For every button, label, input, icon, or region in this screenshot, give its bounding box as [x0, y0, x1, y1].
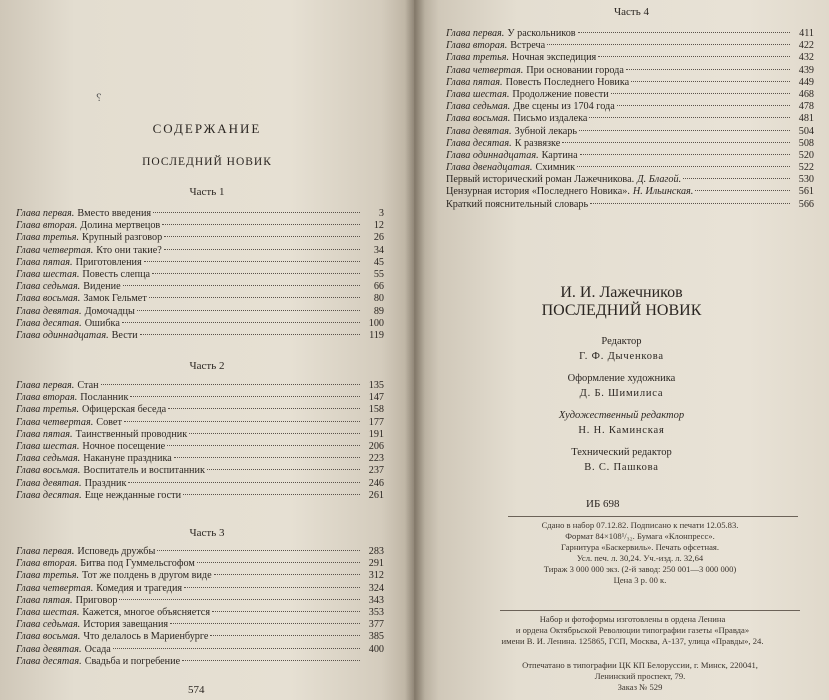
- toc-entry: [446, 186, 814, 198]
- chapter-number: Глава пятая.: [16, 594, 73, 606]
- chapter-title: Осада: [84, 643, 111, 655]
- chapter-number: Глава седьмая.: [446, 101, 511, 113]
- dot-leader: [589, 117, 790, 118]
- page-ref: 439: [798, 64, 814, 76]
- chapter-title: Праздник: [84, 477, 127, 489]
- chapter-number: Глава первая.: [16, 546, 75, 557]
- chapter-title: Офицерская беседа: [82, 404, 167, 416]
- part-4-label: Часть 4: [614, 6, 649, 18]
- credit-name: Г. Ф. Дыченкова: [579, 351, 664, 362]
- page-ref: 55: [373, 268, 384, 280]
- toc-entry: [16, 453, 384, 465]
- chapter-number: Глава вторая.: [16, 220, 78, 232]
- book-gutter: [405, 0, 425, 700]
- dot-leader: [164, 249, 360, 250]
- toc-entry: [446, 150, 814, 162]
- dot-leader: [580, 154, 790, 155]
- chapter-number: Глава первая.: [446, 28, 505, 39]
- toc-entry: [16, 583, 384, 595]
- dot-leader: [144, 261, 360, 262]
- left-page: [0, 0, 414, 700]
- toc-entry: [446, 113, 814, 125]
- page-ref: 206: [368, 440, 384, 452]
- printed-block: [460, 660, 820, 693]
- toc-entry: [446, 162, 814, 174]
- ib-number: ИБ 698: [586, 498, 620, 510]
- chapter-title: Картина: [541, 149, 578, 161]
- chapter-number: Глава первая.: [16, 208, 75, 219]
- page-ref: 246: [368, 477, 384, 489]
- chapter-title: Тот же полдень в другом виде: [82, 570, 212, 582]
- chapter-number: Глава седьмая.: [16, 619, 81, 631]
- page-ref: 34: [373, 244, 384, 256]
- chapter-title: Ошибка: [84, 317, 120, 329]
- toc-entry: [16, 404, 384, 416]
- dot-leader: [547, 44, 790, 45]
- chapter-number: Глава третья.: [16, 404, 80, 416]
- dot-leader: [182, 660, 360, 661]
- page-ref: 561: [798, 186, 814, 198]
- dot-leader: [189, 433, 360, 434]
- dot-leader: [162, 224, 360, 225]
- chapter-title: Схимник: [535, 162, 576, 174]
- dot-leader: [590, 203, 790, 204]
- imprint-line: Усл. печ. л. 30,24. Уч.-изд. л. 32,64: [576, 553, 704, 563]
- chapter-number: Глава шестая.: [446, 88, 510, 100]
- dot-leader: [212, 611, 360, 612]
- chapter-title: Кажется, многое объясняется: [82, 606, 211, 618]
- page-ref: 191: [368, 428, 384, 440]
- page-ref: 223: [368, 453, 384, 465]
- page-ref: 80: [373, 293, 384, 305]
- chapter-number: Глава вторая.: [16, 558, 78, 570]
- page-ref: 504: [798, 125, 814, 137]
- dot-leader: [113, 648, 360, 649]
- dot-leader: [598, 56, 790, 57]
- page-ref: 343: [368, 594, 384, 606]
- dot-leader: [184, 587, 360, 588]
- credit-name: В. С. Пашкова: [584, 462, 659, 473]
- toc-entry: [16, 269, 384, 281]
- toc-entry: [446, 126, 814, 138]
- chapter-number: Глава девятая.: [16, 305, 82, 317]
- printing-block: [440, 614, 825, 647]
- part-2-label: Часть 2: [189, 360, 225, 372]
- chapter-number: Глава девятая.: [16, 643, 82, 655]
- toc-entry: [16, 478, 384, 490]
- dot-leader: [578, 32, 790, 33]
- printing-line: и ордена Октябрьской Революции типографии газеты «Правда»: [515, 625, 750, 635]
- toc-entry: [16, 208, 384, 220]
- dot-leader: [683, 178, 790, 179]
- chapter-title: Вместо введения: [77, 208, 152, 219]
- dot-leader: [183, 494, 360, 495]
- toc-entry: [16, 558, 384, 570]
- page-ref: 237: [368, 465, 384, 477]
- part-1-label: Часть 1: [189, 186, 225, 198]
- credit-role: Художественный редактор: [558, 410, 685, 421]
- credit-name: Д. Б. Шимилиса: [579, 388, 664, 399]
- printing-line: Набор и фотоформы изготовлены в ордена Ленина: [539, 614, 726, 624]
- toc-part-3: [16, 546, 384, 668]
- chapter-number: Глава пятая.: [16, 256, 73, 268]
- dot-leader: [626, 69, 790, 70]
- toc-entry: [16, 220, 384, 232]
- dot-leader: [119, 599, 360, 600]
- imprint-line: Гарнитура «Баскервиль». Печать офсетная.: [560, 542, 720, 552]
- toc-entry: [446, 138, 814, 150]
- dot-leader: [152, 273, 360, 274]
- page-ref: 147: [368, 392, 384, 404]
- chapter-number: Глава пятая.: [16, 428, 73, 440]
- chapter-title: Совет: [96, 416, 122, 428]
- page-ref: 312: [368, 570, 384, 582]
- dot-leader: [611, 93, 790, 94]
- dot-leader: [617, 105, 790, 106]
- chapter-title: При основании города: [526, 64, 624, 76]
- toc-entry: [16, 644, 384, 656]
- imprint-line: Цена 3 р. 00 к.: [613, 575, 667, 585]
- dot-leader: [122, 322, 360, 323]
- chapter-number: Глава вторая.: [16, 392, 78, 404]
- printed-line: Заказ № 529: [617, 682, 663, 692]
- toc-entry: [16, 293, 384, 305]
- chapter-title: Что делалось в Мариенбурге: [83, 631, 209, 643]
- contents-heading: СОДЕРЖАНИЕ: [152, 121, 262, 136]
- dot-leader: [174, 457, 360, 458]
- chapter-number: Глава десятая.: [16, 489, 82, 501]
- chapter-number: Глава шестая.: [16, 440, 80, 452]
- toc-entry: [16, 441, 384, 453]
- dot-leader: [214, 574, 360, 575]
- imprint-line: Тираж 3 000 000 экз. (2-й завод: 250 001—3 000 000): [543, 564, 737, 574]
- chapter-number: Глава девятая.: [446, 125, 512, 137]
- chapter-title: Вести: [111, 329, 138, 341]
- toc-entry: [16, 281, 384, 293]
- chapter-title: Исповедь дружбы: [77, 546, 156, 557]
- toc-entry: [446, 101, 814, 113]
- chapter-title: Краткий пояснительный словарь: [446, 198, 589, 210]
- chapter-number: Глава пятая.: [446, 76, 503, 88]
- dot-leader: [157, 550, 360, 551]
- toc-entry: [16, 656, 384, 668]
- page-ref: 522: [798, 162, 814, 174]
- page-ref: 119: [369, 329, 384, 341]
- chapter-number: Глава восьмая.: [16, 631, 81, 643]
- dot-leader: [170, 623, 360, 624]
- toc-entry: [16, 392, 384, 404]
- chapter-number: Глава восьмая.: [16, 465, 81, 477]
- toc-entry: [16, 595, 384, 607]
- page-ref: 411: [799, 28, 814, 39]
- chapter-title: Встреча: [510, 40, 546, 52]
- page-ref: 385: [368, 631, 384, 643]
- dot-leader: [128, 482, 360, 483]
- chapter-title: Воспитатель и воспитанник: [83, 465, 205, 477]
- margin-mark: ⸮: [96, 93, 102, 104]
- chapter-number: Глава четвертая.: [16, 244, 94, 256]
- chapter-title: Битва под Гуммельсгофом: [80, 558, 195, 570]
- toc-entry: [446, 65, 814, 77]
- dot-leader: [124, 421, 360, 422]
- toc-entry: [446, 174, 814, 186]
- chapter-title: Накануне праздника: [83, 453, 172, 465]
- chapter-number: Глава восьмая.: [16, 293, 81, 305]
- page-number: 574: [188, 684, 205, 696]
- chapter-number: Глава девятая.: [16, 477, 82, 489]
- toc-part-4: [446, 28, 814, 211]
- dot-leader: [197, 562, 360, 563]
- chapter-title: Первый исторический роман Лажечникова.: [446, 174, 635, 186]
- toc-entry: [446, 77, 814, 89]
- dot-leader: [695, 190, 790, 191]
- dot-leader: [123, 285, 360, 286]
- chapter-title: Цензурная история «Последнего Новика».: [446, 186, 630, 198]
- page-ref: 478: [798, 101, 814, 113]
- chapter-number: Глава вторая.: [446, 40, 508, 52]
- dot-leader: [149, 297, 360, 298]
- toc-part-1: [16, 208, 384, 342]
- page-ref: 520: [798, 149, 814, 161]
- chapter-title: История завещания: [83, 619, 169, 631]
- page-ref: 45: [373, 256, 384, 268]
- chapter-title: Приговор: [75, 594, 118, 606]
- chapter-number: Глава четвертая.: [16, 416, 94, 428]
- article-author: Н. Ильинская.: [632, 186, 694, 198]
- chapter-title: У раскольников: [507, 28, 576, 39]
- toc-entry: [16, 306, 384, 318]
- chapter-title: Две сцены из 1704 года: [513, 101, 615, 113]
- dot-leader: [210, 635, 360, 636]
- printing-line: имени В. И. Ленина. 125865, ГСП, Москва, А-137, улица «Правды», 24.: [501, 636, 764, 646]
- page-ref: 508: [798, 137, 814, 149]
- toc-entry: [16, 619, 384, 631]
- page-ref: 3: [378, 208, 384, 219]
- article-author: Д. Благой.: [637, 174, 682, 186]
- page-ref: 422: [798, 40, 814, 52]
- chapter-title: Ночное посещение: [82, 440, 166, 452]
- toc-entry: [16, 429, 384, 441]
- colophon-author: И. И. Лажечников: [560, 284, 683, 301]
- toc-entry: [16, 570, 384, 582]
- dot-leader: [137, 310, 360, 311]
- chapter-number: Глава десятая.: [446, 137, 512, 149]
- chapter-title: Свадьба и погребение: [84, 655, 181, 667]
- chapter-number: Глава двенадцатая.: [446, 162, 533, 174]
- toc-entry: [446, 40, 814, 52]
- page-ref: 324: [368, 582, 384, 594]
- page-ref: 566: [798, 198, 814, 210]
- toc-part-2: [16, 380, 384, 502]
- toc-entry: [16, 465, 384, 477]
- chapter-number: Глава одиннадцатая.: [446, 149, 539, 161]
- toc-entry: [16, 232, 384, 244]
- dot-leader: [130, 396, 360, 397]
- chapter-number: Глава третья.: [446, 52, 510, 64]
- imprint-block: [470, 520, 810, 586]
- credit-role: Редактор: [601, 336, 642, 347]
- dot-leader: [101, 384, 360, 385]
- printed-line: Отпечатано в типографии ЦК КП Белоруссии, г. Минск, 220041,: [522, 660, 758, 670]
- page-ref: 353: [368, 606, 384, 618]
- chapter-title: Приготовления: [75, 256, 142, 268]
- chapter-title: Посланник: [80, 392, 129, 404]
- printed-line: Ленинский проспект, 79.: [594, 671, 686, 681]
- toc-entry: [16, 257, 384, 269]
- chapter-number: Глава шестая.: [16, 606, 80, 618]
- toc-entry: [446, 52, 814, 64]
- chapter-number: Глава одиннадцатая.: [16, 329, 109, 341]
- toc-entry: [446, 28, 814, 40]
- chapter-title: Долина мертвецов: [80, 220, 161, 232]
- chapter-title: Комедия и трагедия: [96, 582, 183, 594]
- chapter-title: Видение: [83, 281, 121, 293]
- toc-entry: [446, 199, 814, 211]
- dot-leader: [168, 408, 360, 409]
- chapter-title: Замок Гельмет: [83, 293, 147, 305]
- dot-leader: [207, 469, 360, 470]
- page-ref: 177: [368, 416, 384, 428]
- page-ref: 400: [368, 643, 384, 655]
- chapter-number: Глава четвертая.: [16, 582, 94, 594]
- page-ref: 377: [368, 619, 384, 631]
- page-ref: 283: [368, 546, 384, 557]
- page-ref: 261: [368, 489, 384, 501]
- book-title: ПОСЛЕДНИЙ НОВИК: [142, 156, 272, 168]
- colophon-title: ПОСЛЕДНИЙ НОВИК: [541, 302, 702, 319]
- page-ref: 530: [798, 174, 814, 186]
- toc-entry: [16, 330, 384, 342]
- dot-leader: [579, 130, 790, 131]
- chapter-title: Ночная экспедиция: [512, 52, 597, 64]
- chapter-title: Стан: [77, 380, 99, 391]
- dot-leader: [577, 166, 790, 167]
- chapter-number: Глава третья.: [16, 570, 80, 582]
- toc-entry: [16, 631, 384, 643]
- page-ref: 12: [373, 220, 384, 232]
- dot-leader: [140, 334, 360, 335]
- chapter-number: Глава восьмая.: [446, 113, 511, 125]
- chapter-title: Повесть Последнего Новика: [505, 76, 630, 88]
- chapter-title: Кто они такие?: [96, 244, 162, 256]
- dot-leader: [167, 445, 360, 446]
- dot-leader: [562, 142, 790, 143]
- page-ref: 158: [368, 404, 384, 416]
- page-ref: 468: [798, 88, 814, 100]
- chapter-title: Таинственный проводник: [75, 428, 188, 440]
- toc-entry: [446, 89, 814, 101]
- toc-entry: [16, 546, 384, 558]
- chapter-number: Глава седьмая.: [16, 281, 81, 293]
- chapter-title: Повесть слепца: [82, 268, 151, 280]
- chapter-title: Еще нежданные гости: [84, 489, 182, 501]
- toc-entry: [16, 607, 384, 619]
- toc-entry: [16, 380, 384, 392]
- page-ref: 100: [368, 317, 384, 329]
- page-ref: 291: [368, 558, 384, 570]
- chapter-title: Письмо издалека: [513, 113, 588, 125]
- divider: [500, 610, 800, 611]
- credit-role: Технический редактор: [571, 447, 672, 458]
- chapter-number: Глава третья.: [16, 232, 80, 244]
- dot-leader: [164, 236, 360, 237]
- chapter-title: К развязке: [514, 137, 561, 149]
- page-ref: 66: [373, 281, 384, 293]
- credit-name: Н. Н. Каминская: [578, 425, 665, 436]
- chapter-title: Зубной лекарь: [514, 125, 578, 137]
- dot-leader: [631, 81, 790, 82]
- page-ref: 432: [798, 52, 814, 64]
- chapter-number: Глава десятая.: [16, 655, 82, 667]
- imprint-line: Формат 84×108¹/₃₂. Бумага «Клонпресс».: [565, 531, 715, 541]
- chapter-number: Глава четвертая.: [446, 64, 524, 76]
- chapter-number: Глава первая.: [16, 380, 75, 391]
- imprint-line: Сдано в набор 07.12.82. Подписано к печати 12.05.83.: [541, 520, 739, 530]
- chapter-title: Домочадцы: [84, 305, 135, 317]
- divider: [508, 516, 798, 517]
- chapter-number: Глава седьмая.: [16, 453, 81, 465]
- dot-leader: [153, 212, 360, 213]
- toc-entry: [16, 318, 384, 330]
- chapter-number: Глава десятая.: [16, 317, 82, 329]
- chapter-number: Глава шестая.: [16, 268, 80, 280]
- page-ref: 89: [373, 305, 384, 317]
- chapter-title: Крупный разговор: [82, 232, 163, 244]
- toc-entry: [16, 490, 384, 502]
- page-ref: 481: [798, 113, 814, 125]
- toc-entry: [16, 245, 384, 257]
- toc-entry: [16, 417, 384, 429]
- page-ref: 449: [798, 76, 814, 88]
- chapter-title: Продолжение повести: [512, 88, 609, 100]
- page-ref: 135: [368, 380, 384, 391]
- credit-role: Оформление художника: [567, 373, 676, 384]
- part-3-label: Часть 3: [189, 527, 225, 539]
- page-ref: 26: [373, 232, 384, 244]
